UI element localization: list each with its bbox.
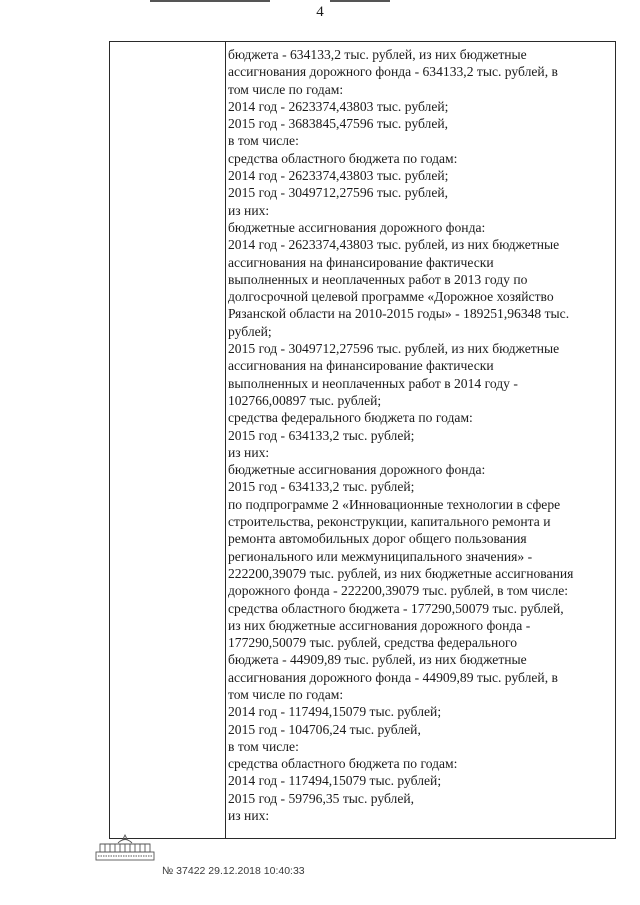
text-line: 222200,39079 тыс. рублей, из них бюджетные ассигнования <box>228 565 574 581</box>
text-line: из них: <box>228 202 270 218</box>
text-line: 2015 год - 3049712,27596 тыс. рублей, <box>228 185 449 201</box>
document-text-cell <box>228 46 613 824</box>
text-line: 2014 год - 2623374,43803 тыс. рублей, из них бюджетные <box>228 237 560 253</box>
text-line: в том числе: <box>228 738 299 754</box>
text-line: 2015 год - 634133,2 тыс. рублей; <box>228 427 415 443</box>
text-line: ассигнования на финансирование фактически <box>228 358 494 374</box>
text-line: 2015 год - 634133,2 тыс. рублей; <box>228 479 415 495</box>
text-line: регионального или межмуниципального значения» - <box>228 548 533 564</box>
text-line: Рязанской области на 2010-2015 годы» - 189251,96348 тыс. <box>228 306 570 322</box>
text-line: 2014 год - 2623374,43803 тыс. рублей; <box>228 168 449 184</box>
text-line: бюджетные ассигнования дорожного фонда: <box>228 462 486 478</box>
text-line: ассигнования на финансирование фактически <box>228 254 494 270</box>
text-line: ассигнования дорожного фонда - 44909,89 тыс. рублей, в <box>228 669 558 685</box>
text-line: средства областного бюджета по годам: <box>228 756 458 772</box>
text-line: том числе по годам: <box>228 81 344 97</box>
text-line: дорожного фонда - 222200,39079 тыс. рублей, в том числе: <box>228 583 569 599</box>
text-line: средства областного бюджета по годам: <box>228 150 458 166</box>
page-number: 4 <box>316 4 324 20</box>
text-line: выполненных и неоплаченных работ в 2013 году по <box>228 271 528 287</box>
building-seal-icon <box>94 834 156 862</box>
text-line: 2014 год - 117494,15079 тыс. рублей; <box>228 704 442 720</box>
text-line: бюджета - 634133,2 тыс. рублей, из них бюджетные <box>228 47 527 62</box>
text-line: бюджета - 44909,89 тыс. рублей, из них бюджетные <box>228 652 527 668</box>
column-divider <box>225 41 226 839</box>
text-line: ремонта автомобильных дорог общего пользования <box>228 531 527 547</box>
text-line: 2014 год - 2623374,43803 тыс. рублей; <box>228 98 449 114</box>
text-line: том числе по годам: <box>228 686 344 702</box>
text-line: средства федерального бюджета по годам: <box>228 410 473 426</box>
scan-artifact <box>330 0 390 2</box>
text-line: 2015 год - 3049712,27596 тыс. рублей, из них бюджетные <box>228 341 560 357</box>
text-line: 2015 год - 104706,24 тыс. рублей, <box>228 721 421 737</box>
text-line: из них бюджетные ассигнования дорожного фонда - <box>228 617 531 633</box>
text-line: долгосрочной целевой программе «Дорожное хозяйство <box>228 289 554 305</box>
text-line: строительства, реконструкции, капитального ремонта и <box>228 514 551 530</box>
text-line: выполненных и неоплаченных работ в 2014 году - <box>228 375 518 391</box>
text-line: рублей; <box>228 323 272 339</box>
text-line: по подпрограмме 2 «Инновационные технологии в сфере <box>228 496 561 512</box>
text-line: 102766,00897 тыс. рублей; <box>228 392 382 408</box>
text-line: в том числе: <box>228 133 299 149</box>
text-line: ассигнования дорожного фонда - 634133,2 тыс. рублей, в <box>228 64 558 80</box>
text-line: 177290,50079 тыс. рублей, средства федерального <box>228 635 518 651</box>
registration-stamp: № 37422 29.12.2018 10:40:33 <box>162 865 305 877</box>
scan-artifact <box>150 0 270 2</box>
text-line: средства областного бюджета - 177290,50079 тыс. рублей, <box>228 600 564 616</box>
text-line: 2014 год - 117494,15079 тыс. рублей; <box>228 773 442 789</box>
text-line: 2015 год - 3683845,47596 тыс. рублей, <box>228 116 449 132</box>
text-line: 2015 год - 59796,35 тыс. рублей, <box>228 790 415 806</box>
text-line: бюджетные ассигнования дорожного фонда: <box>228 219 486 235</box>
text-line: из них: <box>228 808 270 824</box>
text-line: из них: <box>228 444 270 460</box>
